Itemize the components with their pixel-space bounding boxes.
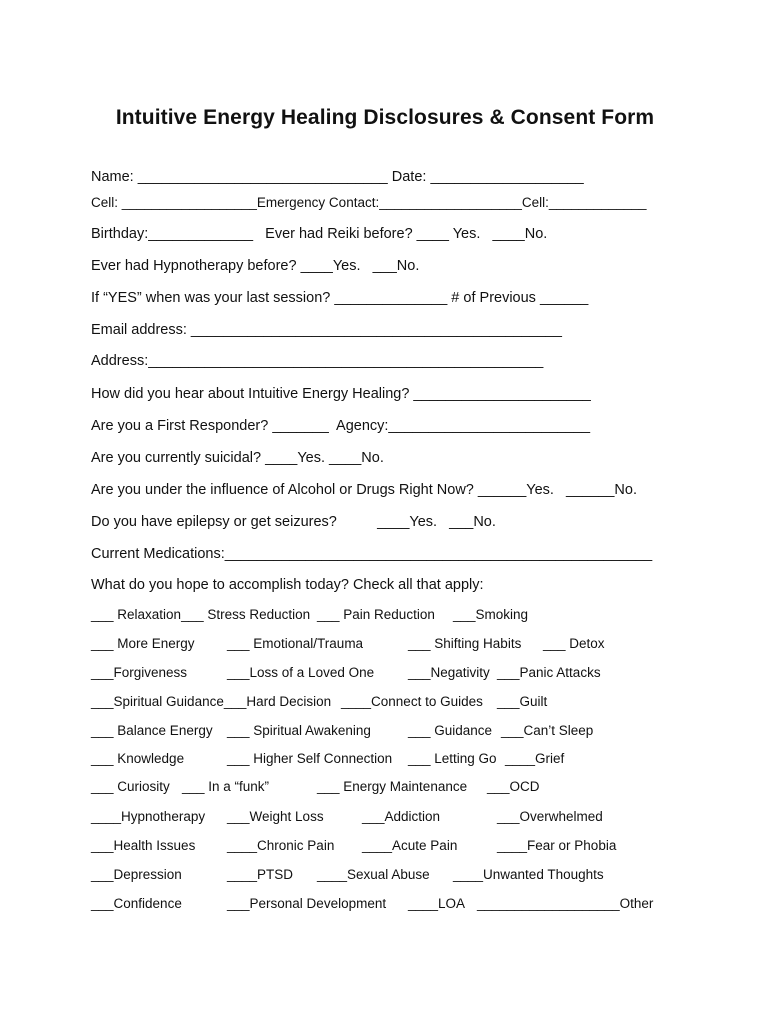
address-field[interactable]: Address:_________________________________________________: [91, 353, 544, 369]
checklist-item[interactable]: ___Personal Development: [227, 896, 387, 911]
checklist-item[interactable]: ____Grief: [505, 751, 565, 766]
checklist-item[interactable]: ___________________Other: [477, 896, 654, 911]
epilepsy-field[interactable]: Do you have epilepsy or get seizures? ____Yes. ___No.: [91, 514, 496, 530]
checklist-item[interactable]: ____Sexual Abuse: [317, 867, 430, 882]
name-date-field[interactable]: Name: _______________________________ Date: ___________________: [91, 169, 584, 185]
checklist-item[interactable]: ___Addiction: [362, 809, 441, 824]
checklist-item[interactable]: ____Unwanted Thoughts: [453, 867, 604, 882]
medications-field[interactable]: Current Medications:_____________________________________________________: [91, 546, 653, 562]
email-field[interactable]: Email address: ______________________________________________: [91, 322, 562, 338]
checklist-item[interactable]: ___Confidence: [91, 896, 182, 911]
checklist-item[interactable]: ____Fear or Phobia: [497, 838, 617, 853]
accomplish-prompt: What do you hope to accomplish today? Check all that apply:: [91, 577, 484, 593]
checklist-item[interactable]: ___ Pain Reduction: [317, 607, 435, 622]
checklist-item[interactable]: ___ Spiritual Awakening: [227, 723, 371, 738]
checklist-item[interactable]: ___ Relaxation___ Stress Reduction: [91, 607, 311, 622]
checklist-item[interactable]: ___ Balance Energy: [91, 723, 213, 738]
checklist-item[interactable]: ____Acute Pain: [362, 838, 458, 853]
checklist-item[interactable]: ____Connect to Guides: [341, 694, 483, 709]
checklist-item[interactable]: ___Can’t Sleep: [501, 723, 594, 738]
checklist-item[interactable]: ___Smoking: [453, 607, 529, 622]
checklist-item[interactable]: ___Depression: [91, 867, 182, 882]
checklist-item[interactable]: ____PTSD: [227, 867, 294, 882]
checklist-item[interactable]: ___ In a “funk”: [182, 779, 270, 794]
cell-emergency-field[interactable]: Cell: __________________Emergency Contact:___________________Cell:_____________: [91, 195, 647, 210]
checklist-item[interactable]: ___ Detox: [543, 636, 605, 651]
checklist-item[interactable]: ____Chronic Pain: [227, 838, 335, 853]
checklist-item[interactable]: ___Loss of a Loved One: [227, 665, 375, 680]
checklist-item[interactable]: ___ Shifting Habits: [408, 636, 522, 651]
hypnotherapy-field[interactable]: Ever had Hypnotherapy before? ____Yes. ___No.: [91, 258, 420, 274]
checklist-item[interactable]: ___OCD: [487, 779, 540, 794]
influence-field[interactable]: Are you under the influence of Alcohol or Drugs Right Now? ______Yes. ______No.: [91, 482, 637, 498]
checklist-item[interactable]: ___ Knowledge: [91, 751, 185, 766]
checklist-item[interactable]: ___Negativity: [408, 665, 490, 680]
checklist-item[interactable]: ___ Emotional/Trauma: [227, 636, 364, 651]
birthday-reiki-field[interactable]: Birthday:_____________ Ever had Reiki before? ____ Yes. ____No.: [91, 226, 548, 242]
referral-field[interactable]: How did you hear about Intuitive Energy Healing? ______________________: [91, 386, 591, 402]
checklist-item[interactable]: ___ Curiosity: [91, 779, 170, 794]
checklist-item[interactable]: ___ Higher Self Connection: [227, 751, 393, 766]
checklist-item[interactable]: ___ Guidance: [408, 723, 493, 738]
last-session-field[interactable]: If “YES” when was your last session? ______________ # of Previous ______: [91, 290, 589, 306]
checklist-item[interactable]: ___Overwhelmed: [497, 809, 603, 824]
checklist-item[interactable]: ___ Energy Maintenance: [317, 779, 468, 794]
checklist-item[interactable]: ___ More Energy: [91, 636, 195, 651]
checklist-item[interactable]: ____Hypnotherapy: [91, 809, 206, 824]
checklist-item[interactable]: ___Spiritual Guidance___Hard Decision: [91, 694, 332, 709]
checklist-item[interactable]: ____LOA: [408, 896, 466, 911]
suicidal-field[interactable]: Are you currently suicidal? ____Yes. ____No.: [91, 450, 384, 466]
checklist-item[interactable]: ___Guilt: [497, 694, 548, 709]
checklist-item[interactable]: ___Panic Attacks: [497, 665, 601, 680]
checklist-item[interactable]: ___Forgiveness: [91, 665, 188, 680]
checklist-item[interactable]: ___ Letting Go: [408, 751, 497, 766]
checklist-item[interactable]: ___Health Issues: [91, 838, 196, 853]
checklist-item[interactable]: ___Weight Loss: [227, 809, 324, 824]
first-responder-field[interactable]: Are you a First Responder? _______ Agency:_________________________: [91, 418, 591, 434]
form-title: Intuitive Energy Healing Disclosures & Consent Form: [115, 106, 655, 129]
